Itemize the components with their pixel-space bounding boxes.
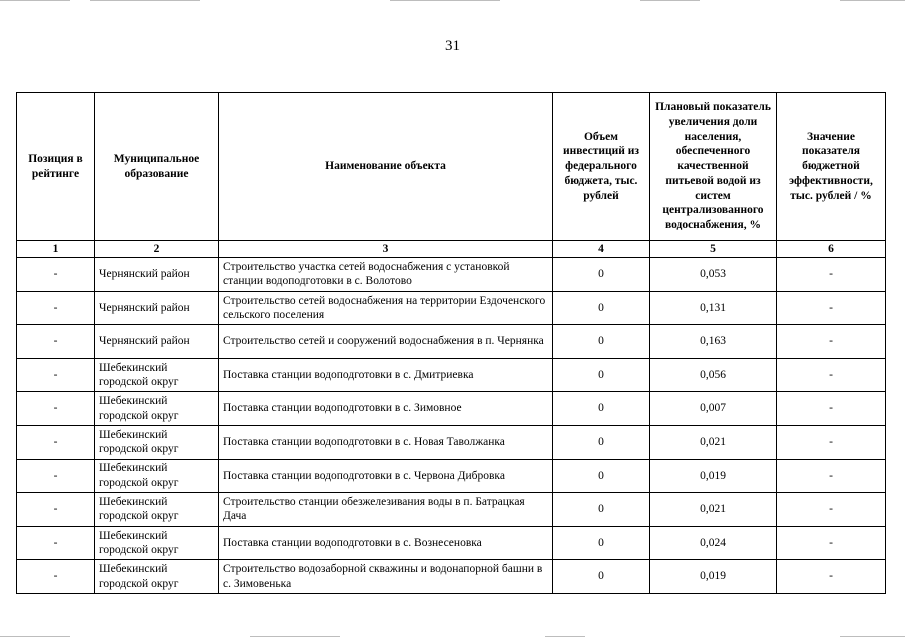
- cell-indicator: 0,019: [650, 459, 777, 493]
- cell-efficiency: -: [777, 493, 886, 527]
- cell-efficiency: -: [777, 392, 886, 426]
- scan-edge-line: [250, 636, 340, 637]
- cell-efficiency: -: [777, 560, 886, 594]
- scan-edge-line: [545, 636, 585, 637]
- column-number-row: [17, 241, 886, 258]
- scan-edge-line: [840, 0, 905, 1]
- cell-indicator: 0,021: [650, 493, 777, 527]
- cell-indicator: 0,024: [650, 526, 777, 560]
- cell-efficiency: -: [777, 526, 886, 560]
- cell-municipality: Чернянский район: [95, 291, 219, 325]
- cell-object-name: Строительство участка сетей водоснабжения с установкой станции водоподготовки в с. Волотово: [219, 258, 553, 292]
- cell-object-name: Поставка станции водоподготовки в с. Дмитриевка: [219, 358, 553, 392]
- scan-edge-line: [390, 0, 500, 1]
- cell-indicator: 0,021: [650, 425, 777, 459]
- column-number: 1: [17, 241, 95, 258]
- cell-investment: 0: [553, 358, 650, 392]
- table-row: [17, 258, 886, 292]
- cell-object-name: Поставка станции водоподготовки в с. Зимовное: [219, 392, 553, 426]
- table-row: [17, 392, 886, 426]
- scan-edge-line: [0, 0, 70, 1]
- cell-investment: 0: [553, 425, 650, 459]
- cell-position: -: [17, 459, 95, 493]
- scan-edge-line: [640, 0, 700, 1]
- header-municipality: Муниципальное образование: [95, 93, 219, 241]
- table-row: [17, 358, 886, 392]
- cell-municipality: Шебекинский городской округ: [95, 459, 219, 493]
- cell-municipality: Шебекинский городской округ: [95, 425, 219, 459]
- page-number: 31: [445, 38, 460, 54]
- cell-efficiency: -: [777, 325, 886, 359]
- cell-municipality: Шебекинский городской округ: [95, 358, 219, 392]
- table-row: [17, 325, 886, 359]
- cell-investment: 0: [553, 459, 650, 493]
- cell-object-name: Поставка станции водоподготовки в с. Червона Дибровка: [219, 459, 553, 493]
- cell-efficiency: -: [777, 291, 886, 325]
- header-position: Позиция в рейтинге: [17, 93, 95, 241]
- column-number: 3: [219, 241, 553, 258]
- header-object-name: Наименование объекта: [219, 93, 553, 241]
- cell-object-name: Строительство водозаборной скважины и водонапорной башни в с. Зимовенька: [219, 560, 553, 594]
- table-row: [17, 291, 886, 325]
- column-number: 4: [553, 241, 650, 258]
- cell-position: -: [17, 258, 95, 292]
- cell-object-name: Строительство сетей водоснабжения на территории Ездоченского сельского поселения: [219, 291, 553, 325]
- cell-position: -: [17, 291, 95, 325]
- header-investment: Объем инвестиций из федерального бюджета, тыс. рублей: [553, 93, 650, 241]
- cell-position: -: [17, 392, 95, 426]
- cell-indicator: 0,056: [650, 358, 777, 392]
- cell-object-name: Строительство станции обезжелезивания воды в п. Батрацкая Дача: [219, 493, 553, 527]
- scan-edge-line: [0, 636, 70, 637]
- cell-indicator: 0,053: [650, 258, 777, 292]
- cell-municipality: Шебекинский городской округ: [95, 493, 219, 527]
- investment-table: [16, 92, 886, 594]
- cell-position: -: [17, 560, 95, 594]
- header-row: [17, 93, 886, 241]
- cell-position: -: [17, 325, 95, 359]
- cell-object-name: Поставка станции водоподготовки в с. Вознесеновка: [219, 526, 553, 560]
- cell-position: -: [17, 425, 95, 459]
- cell-efficiency: -: [777, 425, 886, 459]
- cell-efficiency: -: [777, 459, 886, 493]
- cell-municipality: Шебекинский городской округ: [95, 392, 219, 426]
- cell-investment: 0: [553, 392, 650, 426]
- cell-investment: 0: [553, 560, 650, 594]
- cell-municipality: Шебекинский городской округ: [95, 560, 219, 594]
- table-row: [17, 526, 886, 560]
- cell-indicator: 0,131: [650, 291, 777, 325]
- table-row: [17, 560, 886, 594]
- cell-investment: 0: [553, 258, 650, 292]
- cell-investment: 0: [553, 526, 650, 560]
- cell-municipality: Чернянский район: [95, 325, 219, 359]
- column-number: 6: [777, 241, 886, 258]
- cell-position: -: [17, 526, 95, 560]
- cell-object-name: Поставка станции водоподготовки в с. Новая Таволжанка: [219, 425, 553, 459]
- table-row: [17, 459, 886, 493]
- cell-position: -: [17, 358, 95, 392]
- cell-efficiency: -: [777, 358, 886, 392]
- cell-municipality: Шебекинский городской округ: [95, 526, 219, 560]
- cell-indicator: 0,163: [650, 325, 777, 359]
- column-number: 5: [650, 241, 777, 258]
- cell-efficiency: -: [777, 258, 886, 292]
- header-planned-indicator: Плановый показатель увеличения доли населения, обеспеченного качественной питьевой водой из систем централизованного водоснабжения, %: [650, 93, 777, 241]
- scan-edge-line: [90, 0, 200, 1]
- cell-investment: 0: [553, 291, 650, 325]
- cell-investment: 0: [553, 325, 650, 359]
- scan-edge-line: [840, 636, 905, 637]
- cell-municipality: Чернянский район: [95, 258, 219, 292]
- header-efficiency: Значение показателя бюджетной эффективности, тыс. рублей / %: [777, 93, 886, 241]
- table-row: [17, 425, 886, 459]
- cell-object-name: Строительство сетей и сооружений водоснабжения в п. Чернянка: [219, 325, 553, 359]
- table-row: [17, 493, 886, 527]
- cell-indicator: 0,019: [650, 560, 777, 594]
- column-number: 2: [95, 241, 219, 258]
- cell-indicator: 0,007: [650, 392, 777, 426]
- cell-investment: 0: [553, 493, 650, 527]
- cell-position: -: [17, 493, 95, 527]
